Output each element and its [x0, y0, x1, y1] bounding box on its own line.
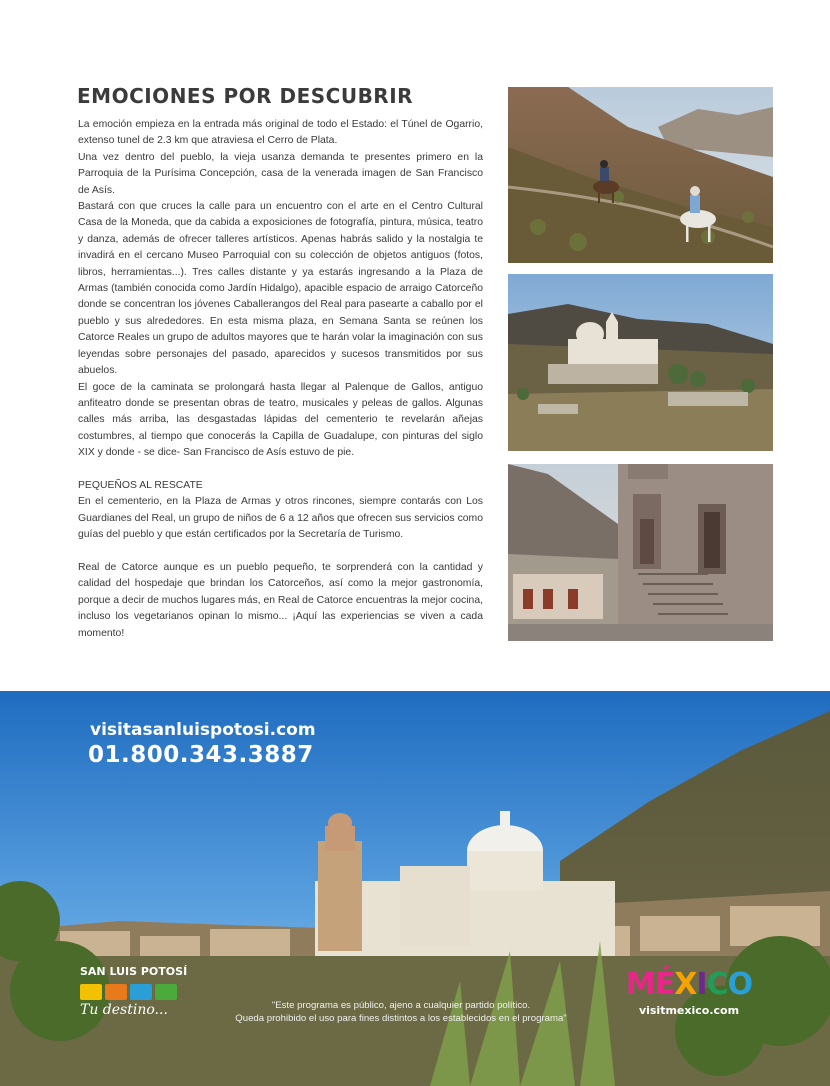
- photo-horse-riders: [508, 87, 773, 263]
- paragraph-parroquia: Una vez dentro del pueblo, la vieja usanza demanda te presentes primero en la Parroquia de la Purísima Concepción, casa de la venerada imagen de San Francisco de Asís.: [78, 151, 483, 196]
- legal-disclaimer: "Este programa es público, ajeno a cualquier partido político. Queda prohibido el uso para fines distintos a los establecidos en el programa": [235, 1000, 567, 1024]
- paragraph-closing: Real de Catorce aunque es un pueblo pequeño, te sorprenderá con la cantidad y calidad del hospedaje que brindan los Catorceños, así como la mejor gastronomía, porque a decir de muchos lugares más, en Real de Catorce encuentras la mejor cocina, incluso los vegetarianos opinan lo mismo... ¡Aquí las experiencias se viven a cada momento!: [78, 561, 483, 639]
- slp-bar: [155, 984, 177, 1000]
- slp-bar: [130, 984, 152, 1000]
- article-title: EMOCIONES POR DESCUBRIR: [77, 84, 414, 108]
- photo-old-building: [508, 464, 773, 641]
- san-luis-potosi-logo: [80, 965, 187, 1018]
- mexico-letter: I: [696, 967, 707, 1002]
- mexico-letter: O: [727, 967, 753, 1002]
- mexico-letter: M: [625, 967, 655, 1002]
- paragraph-palenque: El goce de la caminata se prolongará hasta llegar al Palenque de Gallos, antiguo anfiteatro donde se presentan obras de teatro, musicales y peleas de gallos. Algunas calles más arriba, las desgastadas lápidas del cementerio te revelarán añejas costumbres, al tiempo que conocerás la Capilla de Guadalupe, con pinturas del siglo XIX y donde - se dice- San Francisco de Asís estuvo de pie.: [78, 381, 483, 459]
- paragraph-centro-cultural: Bastará con que cruces la calle para un encuentro con el arte en el Centro Cultural Casa de la Moneda, que da cabida a exposiciones de fotografía, pintura, música, teatro y danza, además de ofrecer talleres artísticos. Apenas habrás salido y la nostalgia te invadirá en el cercano Museo Parroquial con su colección de objetos antiguos (fotos, libros, herramientas...). Tres calles distante y ya estarás ingresando a la Plaza de Armas (también conocida como Jardín Hidalgo), apacible espacio de arraigo Catorceño donde se concentran los jóvenes Caballerangos del Real para pasearte a caballo por el pueblo y sus alrededores. En esta misma plaza, en Semana Santa se reúnen los Catorce Reales un grupo de adultos mayores que te harán volar la imaginación con sus leyendas sobre personajes del pasado, aparecidos y sucesos transmitidos por sus abuelos.: [78, 201, 483, 377]
- slp-bar: [105, 984, 127, 1000]
- article-body: [78, 117, 483, 642]
- visitmexico-url[interactable]: visitmexico.com: [638, 1004, 740, 1017]
- tourism-banner: [0, 691, 830, 1086]
- mexico-letter: X: [674, 967, 697, 1002]
- phone-number: 01.800.343.3887: [88, 742, 314, 768]
- paragraph-guardianes: En el cementerio, en la Plaza de Armas y otros rincones, siempre contarás con Los Guardianes del Real, un grupo de niños de 6 a 12 años que ofrecen sus servicios como guías del pueblo y que están certificados por la Secretaría de Turismo.: [78, 496, 483, 541]
- slp-bar: [80, 984, 102, 1000]
- mexico-wordmark: [618, 967, 760, 1002]
- mexico-letter: É: [654, 967, 675, 1002]
- slp-color-bars: [80, 984, 187, 1000]
- slp-brand-name: SAN LUIS POTOSÍ: [80, 965, 188, 978]
- website-url[interactable]: visitasanluispotosi.com: [90, 720, 316, 740]
- mexico-letter: C: [706, 967, 728, 1002]
- paragraph-tunnel: La emoción empieza en la entrada más original de todo el Estado: el Túnel de Ogarrio, extenso tunel de 2.3 km que atraviesa el Cerro de Plata.: [78, 119, 483, 147]
- photo-church-valley: [508, 274, 773, 451]
- visit-mexico-logo: [618, 967, 760, 1017]
- subheading-rescate: PEQUEÑOS AL RESCATE: [78, 479, 203, 491]
- slp-tagline: Tu destino...: [80, 1002, 168, 1018]
